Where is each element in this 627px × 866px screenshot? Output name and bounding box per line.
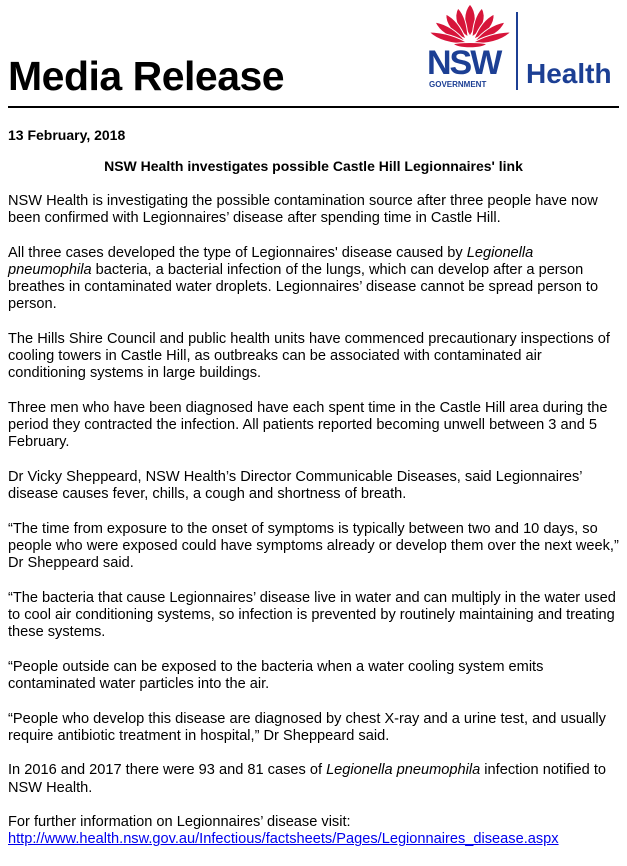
article-body	[8, 193, 620, 866]
paragraph-text: bacteria, a bacterial infection of the lungs, which can develop after a person breathes in contaminated water droplets. Legionnaires’ disease cannot be spread person to person.	[8, 262, 599, 313]
paragraph: “The bacteria that cause Legionnaires’ disease live in water and can multiply in the water used to cool air conditioning systems, so infection is prevented by routinely maintaining and treating these systems.	[8, 589, 616, 641]
logo-wordmark: NSW	[427, 44, 501, 82]
release-date: 13 February, 2018	[8, 127, 126, 143]
header-rule	[8, 106, 619, 108]
paragraph	[8, 762, 620, 796]
logo-agency: Health	[526, 58, 612, 89]
paragraph-text: All three cases developed the type of Legionnaires' disease caused by	[8, 244, 467, 261]
paragraph: Three men who have been diagnosed have each spent time in the Castle Hill area during the period they contracted the infection. All patients reported becoming unwell between 3 and 5 February.	[8, 400, 608, 451]
further-info-label: For further information on Legionnaires’ disease visit:	[8, 814, 351, 831]
nsw-health-logo	[425, 2, 620, 94]
paragraph: NSW Health is investigating the possible contamination source after three people have now been confirmed with Legionnaires’ disease after spending time in Castle Hill.	[8, 193, 598, 227]
further-info	[8, 814, 620, 848]
logo-subtext: GOVERNMENT	[429, 80, 487, 89]
species-name: Legionella pneumophila	[326, 762, 481, 779]
paragraph: “People outside can be exposed to the bacteria when a water cooling system emits contaminated water particles into the air.	[8, 658, 544, 692]
paragraph: Dr Vicky Sheppeard, NSW Health’s Director Communicable Diseases, said Legionnaires’ disease causes fever, chills, a cough and shortness of breath.	[8, 469, 583, 503]
page-title: Media Release	[8, 53, 285, 99]
info-link[interactable]: http://www.health.nsw.gov.au/Infectious/factsheets/Pages/Legionnaires_disease.aspx	[8, 831, 559, 848]
logo-divider	[516, 12, 518, 90]
waratah-icon	[425, 2, 515, 50]
paragraph	[8, 245, 620, 314]
species-name: Legionella pneumophila	[8, 244, 534, 278]
paragraph-text: infection notified to NSW Health.	[8, 762, 606, 796]
paragraph-text: In 2016 and 2017 there were 93 and 81 cases of	[8, 762, 327, 779]
paragraph: “The time from exposure to the onset of symptoms is typically between two and 10 days, so people who were exposed could have symptoms already or develop them over the next week,” Dr Sheppeard said.	[8, 520, 619, 572]
paragraph: The Hills Shire Council and public health units have commenced precautionary inspections of cooling towers in Castle Hill, as outbreaks can be associated with contaminated air conditioning systems in large buildings.	[8, 331, 610, 382]
paragraph: “People who develop this disease are diagnosed by chest X-ray and a urine test, and usually require antibiotic treatment in hospital,” Dr Sheppeard said.	[8, 710, 606, 744]
headline: NSW Health investigates possible Castle Hill Legionnaires' link	[104, 158, 523, 174]
